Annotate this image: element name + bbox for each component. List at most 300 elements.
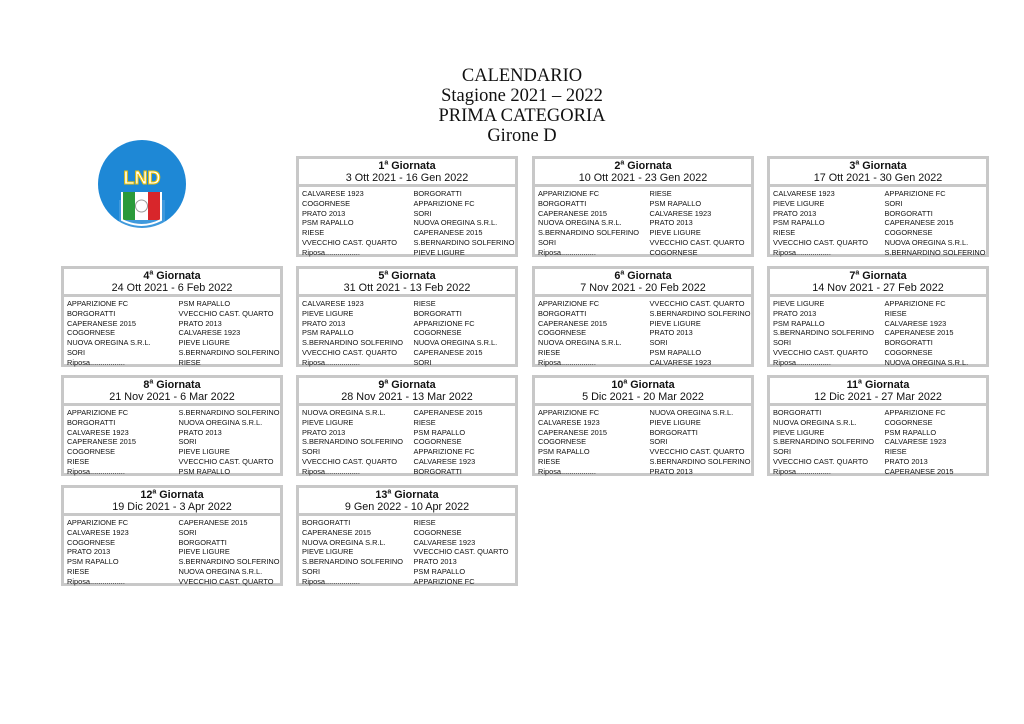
match-row xyxy=(302,218,515,228)
round-label: Giornata xyxy=(156,270,201,282)
round-label: Giornata xyxy=(627,270,672,282)
match-row xyxy=(67,309,280,319)
round-label: Giornata xyxy=(391,270,436,282)
away-team: CALVARESE 1923 xyxy=(413,537,476,547)
match-list xyxy=(299,516,515,587)
match-row xyxy=(538,408,751,418)
bye-row xyxy=(302,467,515,477)
bye-label: Riposa................. xyxy=(773,357,831,367)
round-number: 3 xyxy=(849,160,856,172)
home-team: CALVARESE 1923 xyxy=(67,427,129,437)
bye-team: RIESE xyxy=(178,357,201,367)
match-row xyxy=(302,408,515,418)
round-ordinal: a xyxy=(384,159,389,167)
match-row xyxy=(538,228,751,238)
home-team: PIEVE LIGURE xyxy=(773,427,825,437)
match-row xyxy=(773,418,986,428)
away-team: NUOVA OREGINA S.R.L. xyxy=(649,408,734,417)
home-team: CAPERANESE 2015 xyxy=(67,318,137,328)
home-team: COGORNESE xyxy=(538,328,587,338)
round-dates: 3 Ott 2021 - 16 Gen 2022 xyxy=(345,172,469,184)
bye-row xyxy=(67,358,280,368)
away-team: CAPERANESE 2015 xyxy=(413,228,483,238)
round-box-11 xyxy=(767,375,989,476)
home-team: S.BERNARDINO SOLFERINO xyxy=(302,557,404,567)
match-row xyxy=(302,228,515,238)
away-team: COGORNESE xyxy=(413,328,462,338)
away-team: PIEVE LIGURE xyxy=(178,447,230,457)
home-team: PRATO 2013 xyxy=(773,308,817,318)
home-team: PRATO 2013 xyxy=(302,208,346,218)
match-row xyxy=(302,319,515,329)
away-team: VVECCHIO CAST. QUARTO xyxy=(178,456,274,466)
match-row xyxy=(302,309,515,319)
away-team: CAPERANESE 2015 xyxy=(884,218,954,228)
season-label: Stagione 2021 – 2022 xyxy=(441,86,603,106)
away-team: APPARIZIONE FC xyxy=(413,447,475,457)
flag-white xyxy=(135,192,148,220)
away-team: CALVARESE 1923 xyxy=(884,318,947,328)
match-row xyxy=(773,348,986,358)
round-dates: 7 Nov 2021 - 20 Feb 2022 xyxy=(580,282,706,294)
match-row xyxy=(67,418,280,428)
home-team: COGORNESE xyxy=(538,437,587,447)
round-title xyxy=(299,270,515,282)
match-row xyxy=(773,319,986,329)
home-team: PSM RAPALLO xyxy=(773,218,825,228)
home-team: S.BERNARDINO SOLFERINO xyxy=(773,437,875,447)
home-team: BORGORATTI xyxy=(538,308,587,318)
round-dates: 28 Nov 2021 - 13 Mar 2022 xyxy=(341,391,473,403)
round-box-13 xyxy=(296,485,518,586)
bye-row xyxy=(67,577,280,587)
round-number: 9 xyxy=(378,379,385,391)
match-row xyxy=(538,348,751,358)
home-team: CALVARESE 1923 xyxy=(67,527,129,537)
home-team: PSM RAPALLO xyxy=(773,318,825,328)
match-row xyxy=(302,418,515,428)
page-header xyxy=(372,66,672,146)
away-team: NUOVA OREGINA S.R.L. xyxy=(413,338,498,348)
home-team: CALVARESE 1923 xyxy=(773,189,835,198)
bye-label: Riposa................. xyxy=(538,466,596,476)
home-team: PSM RAPALLO xyxy=(67,557,119,567)
home-team: COGORNESE xyxy=(302,198,351,208)
away-team: PRATO 2013 xyxy=(178,427,222,437)
round-label: Giornata xyxy=(391,160,436,172)
home-team: CAPERANESE 2015 xyxy=(538,318,608,328)
match-row xyxy=(302,567,515,577)
home-team: VVECCHIO CAST. QUARTO xyxy=(773,347,869,357)
bye-label: Riposa................. xyxy=(67,466,125,476)
match-row xyxy=(67,547,280,557)
bye-label: Riposa................. xyxy=(302,357,360,367)
match-row xyxy=(67,338,280,348)
match-row xyxy=(67,299,280,309)
home-team: APPARIZIONE FC xyxy=(67,408,129,417)
home-team: APPARIZIONE FC xyxy=(538,299,600,308)
bye-team: CAPERANESE 2015 xyxy=(884,466,954,476)
round-ordinal: a xyxy=(384,269,389,277)
round-ordinal: a xyxy=(858,378,862,386)
round-label: Giornata xyxy=(862,270,907,282)
away-team: CALVARESE 1923 xyxy=(649,208,712,218)
round-ordinal: a xyxy=(149,378,154,386)
home-team: PIEVE LIGURE xyxy=(302,417,354,427)
away-team: NUOVA OREGINA S.R.L. xyxy=(884,237,969,247)
round-title xyxy=(770,160,986,172)
home-team: APPARIZIONE FC xyxy=(538,408,600,417)
match-row xyxy=(773,408,986,418)
category-label: PRIMA CATEGORIA xyxy=(438,106,606,126)
bye-row xyxy=(538,358,751,368)
logo-text: LND xyxy=(123,168,161,188)
away-team: RIESE xyxy=(649,189,672,198)
home-team: SORI xyxy=(538,237,557,247)
round-box-4 xyxy=(61,266,283,367)
bye-row xyxy=(538,248,751,258)
group-label: Girone D xyxy=(487,126,557,146)
home-team: VVECCHIO CAST. QUARTO xyxy=(302,347,398,357)
round-ordinal: a xyxy=(620,159,625,167)
round-header xyxy=(770,378,986,406)
away-team: CAPERANESE 2015 xyxy=(413,347,483,357)
bye-row xyxy=(67,467,280,477)
round-header xyxy=(299,488,515,516)
home-team: COGORNESE xyxy=(67,328,116,338)
away-team: VVECCHIO CAST. QUARTO xyxy=(649,299,745,308)
away-team: S.BERNARDINO SOLFERINO xyxy=(649,456,751,466)
bye-team: PRATO 2013 xyxy=(649,466,693,476)
match-list xyxy=(64,297,280,368)
round-header xyxy=(64,378,280,406)
round-dates: 12 Dic 2021 - 27 Mar 2022 xyxy=(814,391,942,403)
home-team: CALVARESE 1923 xyxy=(302,189,364,198)
match-row xyxy=(302,209,515,219)
match-row xyxy=(67,447,280,457)
away-team: CAPERANESE 2015 xyxy=(413,408,483,417)
page-title: CALENDARIO xyxy=(461,66,583,86)
home-team: PIEVE LIGURE xyxy=(302,308,354,318)
round-label: Giornata xyxy=(156,379,201,391)
away-team: PIEVE LIGURE xyxy=(649,318,701,328)
away-team: BORGORATTI xyxy=(178,537,227,547)
round-number: 10 xyxy=(611,379,624,391)
match-row xyxy=(773,228,986,238)
round-box-10 xyxy=(532,375,754,476)
match-list xyxy=(299,406,515,477)
away-team: SORI xyxy=(649,338,668,348)
round-label: Giornata xyxy=(159,489,204,501)
home-team: PSM RAPALLO xyxy=(538,447,590,457)
bye-label: Riposa................. xyxy=(67,576,125,586)
round-ordinal: a xyxy=(384,378,389,386)
home-team: RIESE xyxy=(538,456,561,466)
away-team: BORGORATTI xyxy=(649,427,698,437)
away-team: CALVARESE 1923 xyxy=(884,437,947,447)
match-row xyxy=(773,437,986,447)
match-row xyxy=(302,437,515,447)
round-title xyxy=(770,270,986,282)
away-team: PIEVE LIGURE xyxy=(649,228,701,238)
match-row xyxy=(538,218,751,228)
bye-row xyxy=(302,248,515,258)
away-team: PRATO 2013 xyxy=(649,218,693,228)
home-team: CAPERANESE 2015 xyxy=(67,437,137,447)
round-dates: 10 Ott 2021 - 23 Gen 2022 xyxy=(578,172,708,184)
round-title xyxy=(535,160,751,172)
bye-team: S.BERNARDINO SOLFERINO xyxy=(884,247,986,257)
away-team: PRATO 2013 xyxy=(413,557,457,567)
home-team: BORGORATTI xyxy=(538,198,587,208)
home-team: NUOVA OREGINA S.R.L. xyxy=(538,218,622,228)
home-team: PIEVE LIGURE xyxy=(302,547,354,557)
away-team: PIEVE LIGURE xyxy=(649,417,701,427)
round-number: 5 xyxy=(378,270,385,282)
bye-label: Riposa................. xyxy=(302,466,360,476)
round-title xyxy=(299,379,515,391)
away-team: S.BERNARDINO SOLFERINO xyxy=(649,308,751,318)
match-row xyxy=(538,328,751,338)
match-row xyxy=(773,328,986,338)
round-header xyxy=(64,269,280,297)
round-number: 2 xyxy=(614,160,621,172)
match-row xyxy=(773,209,986,219)
match-row xyxy=(773,447,986,457)
match-list xyxy=(535,406,751,477)
bye-team: SORI xyxy=(413,357,432,367)
bye-team: NUOVA OREGINA S.R.L. xyxy=(884,357,969,367)
bye-team: COGORNESE xyxy=(649,247,698,257)
away-team: S.BERNARDINO SOLFERINO xyxy=(178,557,280,567)
round-label: Giornata xyxy=(627,160,672,172)
match-row xyxy=(302,199,515,209)
home-team: PRATO 2013 xyxy=(773,208,817,218)
round-number: 6 xyxy=(614,270,621,282)
away-team: PIEVE LIGURE xyxy=(178,338,230,348)
away-team: NUOVA OREGINA S.R.L. xyxy=(413,218,498,228)
home-team: VVECCHIO CAST. QUARTO xyxy=(773,456,869,466)
match-row xyxy=(538,238,751,248)
home-team: CAPERANESE 2015 xyxy=(538,208,608,218)
round-header xyxy=(535,269,751,297)
away-team: CALVARESE 1923 xyxy=(413,456,476,466)
round-header xyxy=(770,269,986,297)
home-team: BORGORATTI xyxy=(67,417,116,427)
away-team: BORGORATTI xyxy=(413,308,462,318)
round-ordinal: a xyxy=(623,378,628,386)
round-label: Giornata xyxy=(630,379,675,391)
match-row xyxy=(538,309,751,319)
match-list xyxy=(64,516,280,587)
away-team: RIESE xyxy=(884,447,907,457)
round-ordinal: a xyxy=(620,269,625,277)
home-team: CAPERANESE 2015 xyxy=(538,427,608,437)
round-dates: 24 Ott 2021 - 6 Feb 2022 xyxy=(111,282,233,294)
match-row xyxy=(67,428,280,438)
home-team: PSM RAPALLO xyxy=(302,218,354,228)
home-team: BORGORATTI xyxy=(302,518,351,527)
away-team: BORGORATTI xyxy=(884,208,933,218)
round-header xyxy=(535,159,751,187)
away-team: VVECCHIO CAST. QUARTO xyxy=(413,547,509,557)
away-team: S.BERNARDINO SOLFERINO xyxy=(178,408,280,417)
flag-red xyxy=(148,192,161,220)
match-row xyxy=(302,338,515,348)
bye-row xyxy=(773,358,986,368)
home-team: APPARIZIONE FC xyxy=(67,299,129,308)
round-header xyxy=(299,378,515,406)
match-row xyxy=(773,218,986,228)
flag-green xyxy=(122,192,135,220)
round-title xyxy=(770,379,986,391)
away-team: RIESE xyxy=(413,518,436,527)
round-ordinal: a xyxy=(149,269,154,277)
bye-row xyxy=(538,467,751,477)
away-team: APPARIZIONE FC xyxy=(884,189,946,198)
round-box-5 xyxy=(296,266,518,367)
home-team: COGORNESE xyxy=(67,537,116,547)
home-team: RIESE xyxy=(67,456,90,466)
match-row xyxy=(773,299,986,309)
bye-label: Riposa................. xyxy=(302,576,360,586)
home-team: BORGORATTI xyxy=(773,408,822,417)
match-row xyxy=(67,319,280,329)
match-row xyxy=(773,199,986,209)
match-row xyxy=(538,189,751,199)
match-row xyxy=(67,437,280,447)
match-row xyxy=(302,238,515,248)
round-box-6 xyxy=(532,266,754,367)
round-title xyxy=(535,379,751,391)
away-team: CAPERANESE 2015 xyxy=(884,328,954,338)
match-row xyxy=(67,518,280,528)
round-title xyxy=(64,270,280,282)
round-dates: 9 Gen 2022 - 10 Apr 2022 xyxy=(344,501,470,513)
home-team: PRATO 2013 xyxy=(67,547,111,557)
round-number: 13 xyxy=(375,489,388,501)
home-team: SORI xyxy=(773,447,792,457)
away-team: S.BERNARDINO SOLFERINO xyxy=(413,237,515,247)
round-title xyxy=(535,270,751,282)
home-team: S.BERNARDINO SOLFERINO xyxy=(773,328,875,338)
away-team: VVECCHIO CAST. QUARTO xyxy=(178,308,274,318)
home-team: CALVARESE 1923 xyxy=(302,299,364,308)
match-row xyxy=(302,547,515,557)
bye-team: APPARIZIONE FC xyxy=(413,576,475,586)
bye-row xyxy=(773,467,986,477)
home-team: PRATO 2013 xyxy=(302,427,346,437)
match-list xyxy=(299,187,515,258)
bye-label: Riposa................. xyxy=(773,466,831,476)
match-row xyxy=(302,518,515,528)
round-dates: 31 Ott 2021 - 13 Feb 2022 xyxy=(343,282,471,294)
round-box-3 xyxy=(767,156,989,257)
match-row xyxy=(302,557,515,567)
round-number: 4 xyxy=(143,270,150,282)
home-team: NUOVA OREGINA S.R.L. xyxy=(773,417,857,427)
lnd-liguria-logo xyxy=(97,134,187,238)
away-team: COGORNESE xyxy=(884,228,933,238)
bye-label: Riposa................. xyxy=(773,247,831,257)
round-box-8 xyxy=(61,375,283,476)
round-box-7 xyxy=(767,266,989,367)
away-team: SORI xyxy=(413,208,432,218)
match-row xyxy=(538,209,751,219)
round-label: Giornata xyxy=(862,160,907,172)
round-dates: 17 Ott 2021 - 30 Gen 2022 xyxy=(813,172,943,184)
bye-label: Riposa................. xyxy=(538,247,596,257)
home-team: RIESE xyxy=(67,566,90,576)
away-team: VVECCHIO CAST. QUARTO xyxy=(649,237,745,247)
away-team: PSM RAPALLO xyxy=(413,566,466,576)
round-box-2 xyxy=(532,156,754,257)
bye-label: Riposa................. xyxy=(538,357,596,367)
round-dates: 5 Dic 2021 - 20 Mar 2022 xyxy=(582,391,704,403)
match-row xyxy=(538,457,751,467)
away-team: NUOVA OREGINA S.R.L. xyxy=(178,417,263,427)
match-row xyxy=(773,428,986,438)
bye-team: VVECCHIO CAST. QUARTO xyxy=(178,576,274,586)
home-team: APPARIZIONE FC xyxy=(67,518,129,527)
round-dates: 21 Nov 2021 - 6 Mar 2022 xyxy=(109,391,235,403)
round-box-12 xyxy=(61,485,283,586)
bye-label: Riposa................. xyxy=(67,357,125,367)
match-list xyxy=(64,406,280,477)
bye-team: PIEVE LIGURE xyxy=(413,247,465,257)
round-dates: 19 Dic 2021 - 3 Apr 2022 xyxy=(112,501,232,513)
away-team: PSM RAPALLO xyxy=(884,427,937,437)
match-list xyxy=(770,297,986,368)
home-team: COGORNESE xyxy=(67,447,116,457)
away-team: APPARIZIONE FC xyxy=(884,408,946,417)
round-header xyxy=(299,269,515,297)
away-team: APPARIZIONE FC xyxy=(884,299,946,308)
round-ordinal: a xyxy=(152,488,157,496)
home-team: RIESE xyxy=(773,228,796,238)
away-team: PSM RAPALLO xyxy=(649,347,702,357)
round-title xyxy=(64,379,280,391)
match-row xyxy=(773,189,986,199)
round-ordinal: a xyxy=(387,488,392,496)
home-team: RIESE xyxy=(538,347,561,357)
round-title xyxy=(299,489,515,501)
home-team: PIEVE LIGURE xyxy=(773,299,825,308)
lnd-logo-icon xyxy=(97,134,187,238)
home-team: SORI xyxy=(67,347,86,357)
match-list xyxy=(535,297,751,368)
round-title xyxy=(64,489,280,501)
home-team: VVECCHIO CAST. QUARTO xyxy=(302,237,398,247)
round-number: 1 xyxy=(378,160,385,172)
match-row xyxy=(538,299,751,309)
match-row xyxy=(538,319,751,329)
round-ordinal: a xyxy=(855,159,860,167)
home-team: NUOVA OREGINA S.R.L. xyxy=(67,338,151,348)
away-team: COGORNESE xyxy=(413,437,462,447)
home-team: PRATO 2013 xyxy=(302,318,346,328)
away-team: RIESE xyxy=(884,308,907,318)
away-team: SORI xyxy=(178,527,197,537)
round-label: Giornata xyxy=(394,489,439,501)
match-row xyxy=(538,428,751,438)
away-team: RIESE xyxy=(413,417,436,427)
round-dates: 14 Nov 2021 - 27 Feb 2022 xyxy=(812,282,944,294)
match-row xyxy=(67,538,280,548)
round-box-9 xyxy=(296,375,518,476)
match-row xyxy=(67,408,280,418)
home-team: CAPERANESE 2015 xyxy=(302,527,372,537)
